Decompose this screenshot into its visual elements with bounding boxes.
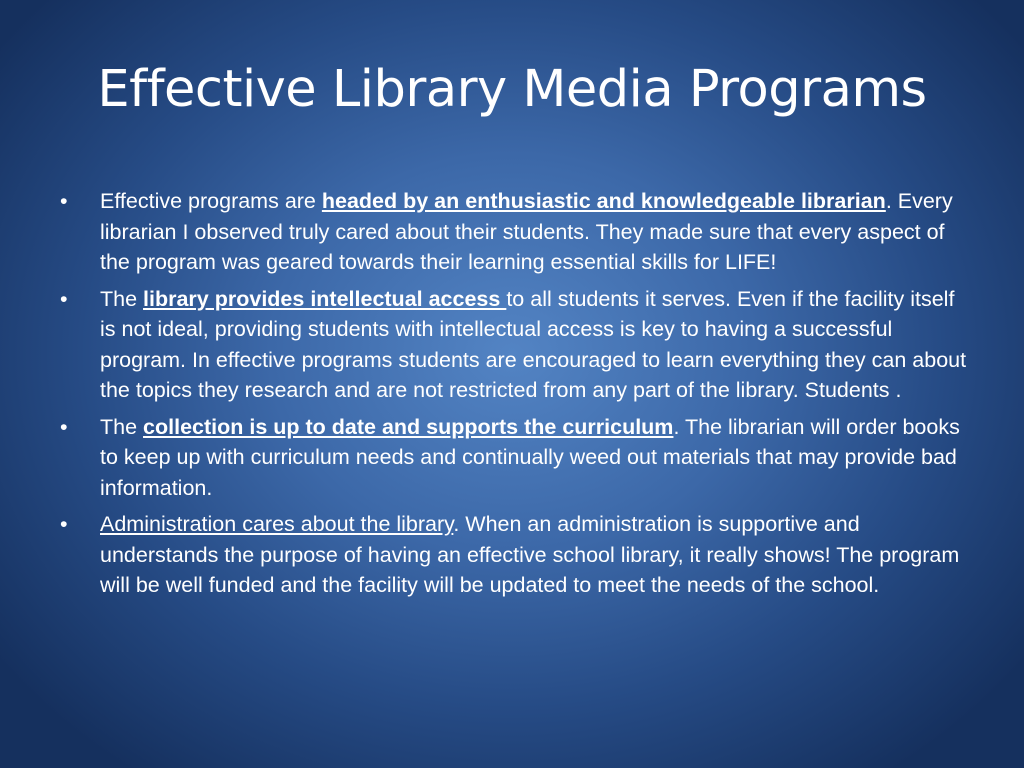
bullet-item-enthusiastic-librarian <box>58 186 968 278</box>
bullet-emphasis: headed by an enthusiastic and knowledgeable librarian <box>321 189 886 213</box>
bullet-dot-icon: • <box>60 189 68 213</box>
bullet-text-after: to all students it serves. Even if the facility itself is not ideal, providing students with intellectual access is key to having a successful program. In effective programs students are encouraged to learn everything they can about the topics they research and are not restricted from any part of the library. Students . <box>100 286 967 402</box>
bullet-list <box>58 186 968 607</box>
bullet-emphasis: library provides intellectual access <box>143 286 507 311</box>
bullet-dot-icon: • <box>60 286 68 311</box>
bullet-dot-icon: • <box>60 414 68 439</box>
bullet-emphasis: collection is up to date and supports the curriculum <box>143 414 674 439</box>
bullet-item-collection <box>58 412 968 504</box>
bullet-text-before: The <box>100 414 144 439</box>
bullet-item-intellectual-access <box>58 284 968 406</box>
bullet-text-before: Effective programs are <box>100 189 322 213</box>
bullet-text-after: . When an administration is supportive and understands the purpose of having an effective school library, it really shows! The program will be well funded and the facility will be updated to meet the needs of the school. <box>100 512 960 597</box>
bullet-item-administration <box>58 509 968 601</box>
bullet-dot-icon: • <box>60 512 68 536</box>
bullet-text-after: . The librarian will order books to keep up with curriculum needs and continually weed out materials that may provide bad information. <box>100 414 960 500</box>
slide-title: Effective Library Media Programs <box>97 60 927 119</box>
bullet-text-before: The <box>100 286 144 311</box>
bullet-text-after: . Every librarian I observed truly cared about their students. They made sure that every aspect of the program was geared towards their learning essential skills for LIFE! <box>100 189 953 274</box>
bullet-emphasis: Administration cares about the library <box>100 512 454 536</box>
